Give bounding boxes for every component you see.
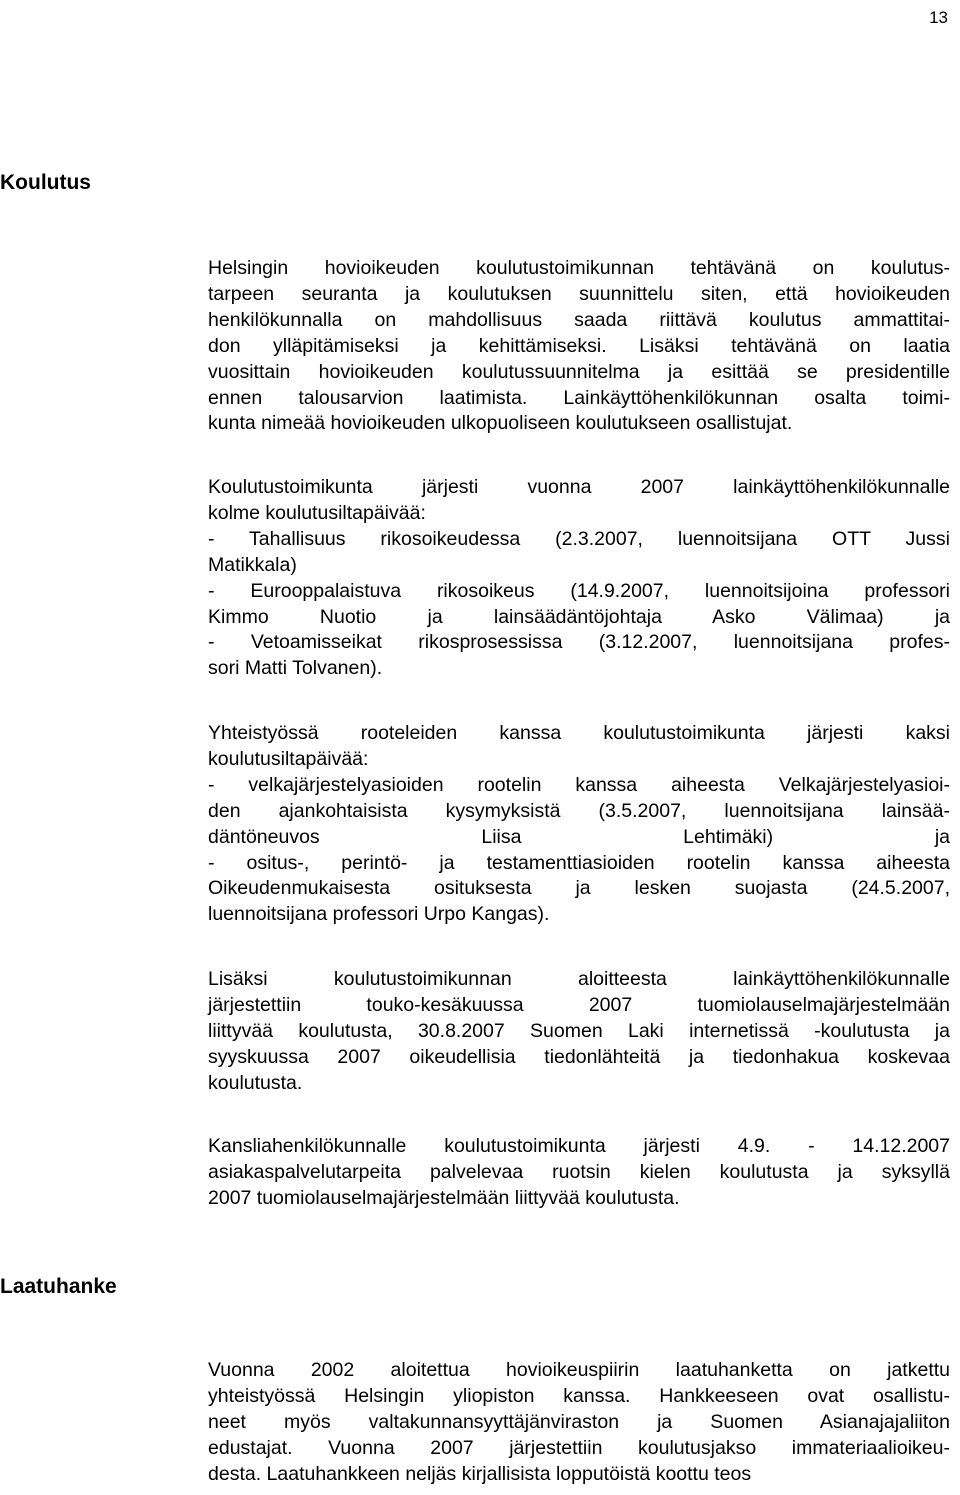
koulutus-paragraph-1 bbox=[208, 256, 950, 437]
text-line: 2007 tuomiolauselmajärjestelmään liittyvää koulutusta. bbox=[208, 1186, 680, 1209]
text-line: syyskuussa 2007 oikeudellisia tiedonlähteitä ja tiedonhakua koskevaa bbox=[208, 1045, 950, 1068]
text-line: Kansliahenkilökunnalle koulutustoimikunta järjesti 4.9. - 14.12.2007 bbox=[208, 1135, 950, 1157]
text-line: luennoitsijana professori Urpo Kangas). bbox=[208, 903, 550, 926]
text-line: den ajankohtaisista kysymyksistä (3.5.2007, luennoitsijana lainsää- bbox=[208, 799, 950, 822]
text-line: kolme koulutusiltapäivää: bbox=[208, 501, 426, 524]
text-line: Koulutustoimikunta järjesti vuonna 2007 lainkäyttöhenkilökunnalle bbox=[208, 476, 950, 498]
text-line: liittyvää koulutusta, 30.8.2007 Suomen Laki internetissä -koulutusta ja bbox=[208, 1019, 950, 1042]
text-line: asiakaspalvelutarpeita palvelevaa ruotsin kielen koulutusta ja syksyllä bbox=[208, 1160, 950, 1183]
koulutus-paragraph-4 bbox=[208, 967, 950, 1097]
paragraph bbox=[208, 1358, 950, 1488]
page-number: 13 bbox=[929, 8, 948, 27]
koulutus-paragraph-3 bbox=[208, 721, 950, 928]
text-line: - ositus-, perintö- ja testamenttiasioiden rootelin kanssa aiheesta bbox=[208, 851, 950, 874]
text-line: don ylläpitämiseksi ja kehittämiseksi. Lisäksi tehtävänä on laatia bbox=[208, 334, 950, 357]
text-line: - Vetoamisseikat rikosprosessissa (3.12.2007, luennoitsijana profes- bbox=[208, 631, 950, 654]
text-line: Kimmo Nuotio ja lainsäädäntöjohtaja Asko Välimaa) ja bbox=[208, 605, 950, 628]
text-line: kunta nimeää hovioikeuden ulkopuoliseen koulutukseen osallistujat. bbox=[208, 412, 793, 435]
text-line: neet myös valtakunnansyyttäjänviraston ja Suomen Asianajajaliiton bbox=[208, 1410, 950, 1433]
koulutus-paragraph-2 bbox=[208, 475, 950, 682]
paragraph bbox=[208, 721, 950, 928]
text-line: järjestettiin touko-kesäkuussa 2007 tuomiolauselmajärjestelmään bbox=[208, 993, 950, 1016]
text-line: - velkajärjestelyasioiden rootelin kanssa aiheesta Velkajärjestelyasioi- bbox=[208, 773, 950, 796]
section-heading-koulutus: Koulutus bbox=[0, 171, 91, 194]
text-line: Matikkala) bbox=[208, 553, 297, 576]
text-line: däntöneuvos Liisa Lehtimäki) ja bbox=[208, 825, 950, 848]
text-line: yhteistyössä Helsingin yliopiston kanssa. Hankkeeseen ovat osallistu- bbox=[208, 1384, 950, 1407]
text-line: vuosittain hovioikeuden koulutussuunnitelma ja esittää se presidentille bbox=[208, 360, 950, 383]
koulutus-paragraph-5 bbox=[208, 1134, 950, 1212]
paragraph bbox=[208, 967, 950, 1097]
paragraph bbox=[208, 256, 950, 437]
text-line: koulutusta. bbox=[208, 1071, 303, 1094]
text-line: henkilökunnalla on mahdollisuus saada riittävä koulutus ammattitai- bbox=[208, 308, 950, 331]
paragraph bbox=[208, 475, 950, 682]
text-line: Yhteistyössä rooteleiden kanssa koulutustoimikunta järjesti kaksi bbox=[208, 722, 950, 744]
text-line: Helsingin hovioikeuden koulutustoimikunnan tehtävänä on koulutus- bbox=[208, 257, 950, 279]
text-line: ennen talousarvion laatimista. Lainkäyttöhenkilökunnan osalta toimi- bbox=[208, 386, 950, 409]
text-line: Lisäksi koulutustoimikunnan aloitteesta lainkäyttöhenkilökunnalle bbox=[208, 968, 950, 990]
text-line: koulutusiltapäivää: bbox=[208, 747, 369, 770]
text-line: Vuonna 2002 aloitettua hovioikeuspiirin laatuhanketta on jatkettu bbox=[208, 1359, 950, 1381]
paragraph bbox=[208, 1134, 950, 1212]
text-line: - Eurooppalaistuva rikosoikeus (14.9.2007, luennoitsijoina professori bbox=[208, 579, 950, 602]
text-line: tarpeen seuranta ja koulutuksen suunnittelu siten, että hovioikeuden bbox=[208, 282, 950, 305]
text-line: - Tahallisuus rikosoikeudessa (2.3.2007, luennoitsijana OTT Jussi bbox=[208, 527, 950, 550]
laatuhanke-paragraph-1 bbox=[208, 1358, 950, 1488]
text-line: Oikeudenmukaisesta osituksesta ja lesken suojasta (24.5.2007, bbox=[208, 877, 950, 900]
section-heading-laatuhanke: Laatuhanke bbox=[0, 1275, 117, 1298]
text-line: edustajat. Vuonna 2007 järjestettiin koulutusjakso immateriaalioikeu- bbox=[208, 1436, 950, 1459]
text-line: sori Matti Tolvanen). bbox=[208, 657, 383, 680]
text-line: desta. Laatuhankkeen neljäs kirjallisista lopputöistä koottu teos bbox=[208, 1462, 752, 1485]
